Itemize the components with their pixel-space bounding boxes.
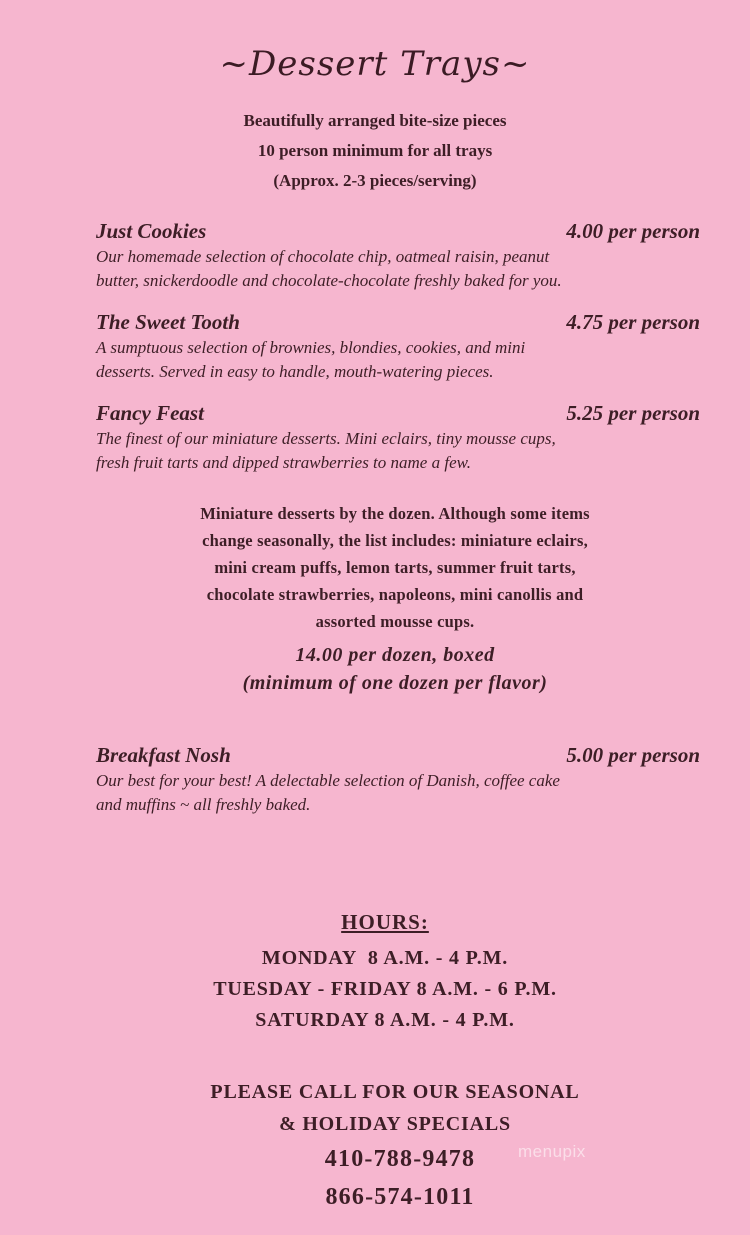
hours-tuesday-friday: TUESDAY - FRIDAY 8 A.M. - 6 P.M.: [213, 978, 557, 1000]
miniature-desserts-block: [110, 500, 680, 697]
hours-block: [0, 910, 750, 1036]
call-block: [0, 1076, 750, 1140]
intro-line: (Approx. 2-3 pieces/serving): [273, 171, 477, 190]
phone-number[interactable]: 866-574-1011: [325, 1184, 475, 1210]
item-description: Our homemade selection of chocolate chip, oatmeal raisin, peanut: [96, 247, 550, 266]
call-line: & HOLIDAY SPECIALS: [279, 1113, 511, 1135]
hours-heading: HOURS:: [341, 910, 429, 934]
miniature-line: mini cream puffs, lemon tarts, summer fruit tarts,: [214, 558, 576, 577]
hours-monday: MONDAY 8 A.M. - 4 P.M.: [261, 947, 509, 969]
miniature-line: chocolate strawberries, napoleons, mini canollis and: [206, 585, 584, 604]
item-description: Our best for your best! A delectable selection of Danish, coffee cake: [96, 771, 560, 790]
menu-item-fancy-feast: [96, 401, 700, 474]
item-name: Fancy Feast: [96, 401, 204, 425]
page-title: ~Dessert Trays~: [219, 44, 531, 84]
miniature-line: Miniature desserts by the dozen. Although some items: [200, 504, 590, 523]
menu-item-breakfast-nosh: [96, 743, 700, 816]
item-description: The finest of our miniature desserts. Mini eclairs, tiny mousse cups,: [96, 429, 556, 448]
item-price: 4.00 per person: [566, 219, 700, 243]
intro-line: Beautifully arranged bite-size pieces: [243, 111, 507, 130]
intro-block: [0, 106, 750, 196]
item-description: fresh fruit tarts and dipped strawberries to name a few.: [96, 453, 471, 472]
hours-saturday: SATURDAY 8 A.M. - 4 P.M.: [255, 1009, 515, 1031]
item-description: A sumptuous selection of brownies, blondies, cookies, and mini: [96, 338, 526, 357]
miniature-price: 14.00 per dozen, boxed: [295, 644, 495, 666]
menu-item-sweet-tooth: [96, 310, 700, 383]
item-description: butter, snickerdoodle and chocolate-chocolate freshly baked for you.: [96, 271, 562, 290]
menu-item-just-cookies: [96, 219, 700, 292]
miniature-line: assorted mousse cups.: [315, 612, 475, 631]
call-line: PLEASE CALL FOR OUR SEASONAL: [210, 1081, 580, 1103]
intro-line: 10 person minimum for all trays: [257, 141, 493, 160]
item-description: desserts. Served in easy to handle, mouth-watering pieces.: [96, 362, 494, 381]
miniature-note: (minimum of one dozen per flavor): [242, 672, 548, 694]
miniature-line: change seasonally, the list includes: miniature eclairs,: [202, 531, 588, 550]
item-price: 4.75 per person: [566, 310, 700, 334]
item-name: The Sweet Tooth: [96, 310, 240, 334]
watermark: menupix: [518, 1142, 586, 1161]
item-price: 5.25 per person: [566, 401, 700, 425]
item-price: 5.00 per person: [566, 743, 700, 767]
phone-number[interactable]: 410-788-9478: [324, 1146, 476, 1172]
item-name: Breakfast Nosh: [96, 743, 231, 767]
item-name: Just Cookies: [96, 219, 207, 243]
phone-block: [270, 1140, 530, 1216]
item-description: and muffins ~ all freshly baked.: [96, 795, 311, 814]
